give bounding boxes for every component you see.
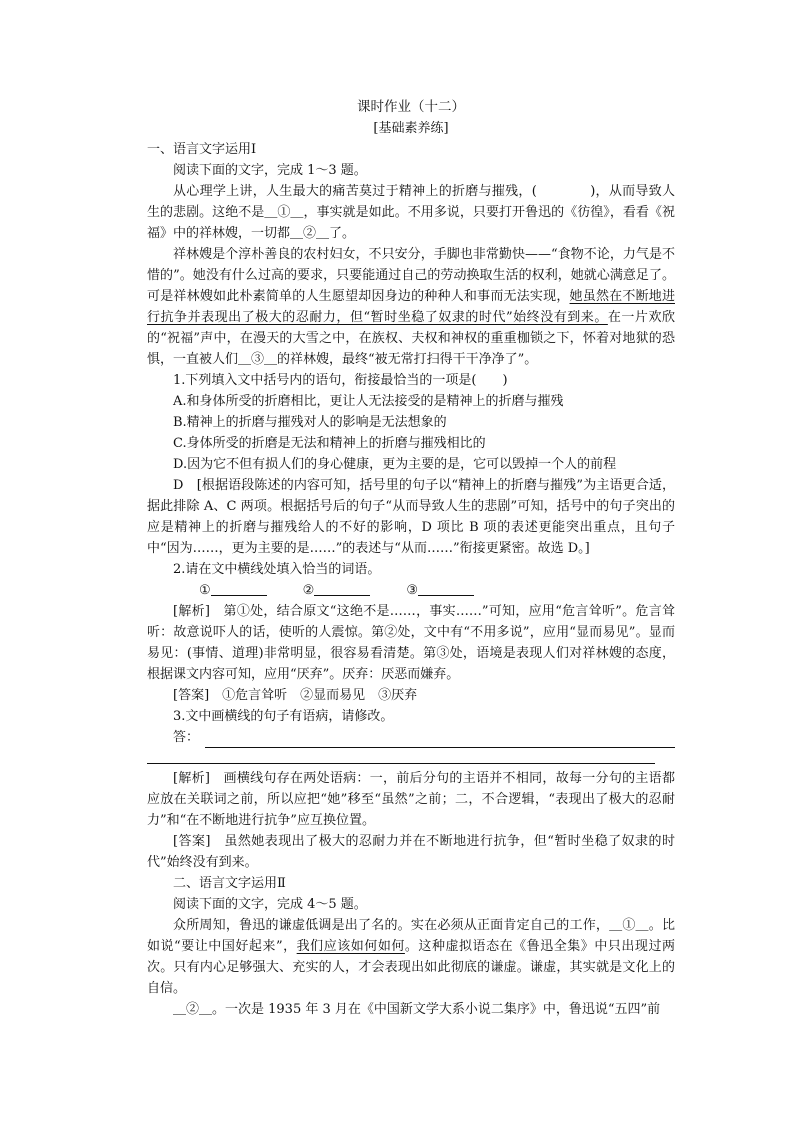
answer-rule-1	[205, 732, 675, 748]
page-title: 课时作业（十二）	[357, 99, 465, 115]
question-1-answer: D [根据语段陈述的内容可知，括号里的句子以“精神上的折磨与摧残”为主语更合适，据此排除 A、C 两项。根据括号后的句子“从而导致人生的悲剧”可知，括号中的句子突出的应是精神上的折磨与摧残给人的不好的影响，D 项比 B 项的表述更能突出重点，且句子中“因为……，更为主要的是……”的表述与“从而……”衔接更紧密。故选 D。]	[147, 478, 675, 556]
section1-heading: 一、语言文字运用Ⅰ	[147, 142, 257, 157]
document-body	[147, 97, 675, 1020]
passage-paragraph-2-part-a: 祥林嫂是个淳朴善良的农村妇女，不只安分，手脚也非常勤快——“食物不论，力气是不惜的”。她没有什么过高的要求，只要能通过自己的劳动换取生活的权利，她就心满意足了。可是祥林嫂如此朴素简单的人生愿望却因身边的种种人和事而无法实现，	[147, 247, 675, 304]
question-2-stem: 2.请在文中横线处填入恰当的词语。	[173, 562, 381, 577]
blank-line-1	[211, 581, 267, 596]
answer-text: ①危言耸听 ②显而易见 ③厌弃	[222, 688, 418, 703]
question-1-option-a: A.和身体所受的折磨相比，更让人无法接受的是精神上的折磨与摧残	[173, 394, 564, 409]
question-3-answer-line	[147, 727, 675, 748]
section2-heading: 二、语言文字运用Ⅱ	[173, 876, 286, 891]
question-2-analysis	[147, 601, 675, 685]
blank-label-2: ②	[302, 583, 315, 598]
page-subtitle: [基础素养练]	[373, 121, 449, 136]
question-3-answer	[147, 831, 675, 873]
section2-paragraph-1-part-b: 。这种虚拟语态在《鲁迅全集》中只出现过两次。只有内心足够强大、充实的人，才会表现出如此彻底的谦虚。谦虚，其实就是文化上的自信。	[147, 939, 675, 996]
question-1-stem: 1.下列填入文中括号内的语句，衔接最恰当的一项是( )	[173, 373, 508, 388]
question-1-option-d: D.因为它不但有损人们的身心健康，更为主要的是，它可以毁掉一个人的前程	[173, 457, 617, 472]
section2-instruction: 阅读下面的文字，完成 4～5 题。	[173, 897, 367, 912]
passage-paragraph-2	[147, 244, 675, 370]
section2-paragraph-1	[147, 915, 675, 999]
question-1-option-b: B.精神上的折磨与摧残对人的影响是无法想象的	[173, 415, 447, 430]
analysis-label: [解析]	[173, 604, 210, 619]
underlined-phrase: 我们应该如何如何	[296, 939, 405, 954]
section2-paragraph-2: ＿②＿。一次是 1935 年 3 月在《中国新文学大系小说二集序》中，鲁迅说“五四”前	[173, 1002, 661, 1017]
answer-prefix: 答：	[173, 730, 200, 745]
answer-text: 虽然她表现出了极大的忍耐力并在不断地进行抗争，但“暂时坐稳了奴隶的时代”始终没有到来。	[147, 834, 675, 870]
question-1-option-c: C.身体所受的折磨是无法和精神上的折磨与摧残相比的	[173, 436, 486, 451]
underlined-sentence: 她虽然在不断地进行抗争并表现出了极大的忍耐力，但“暂时坐稳了奴隶的时代”始终没有到来。	[147, 289, 675, 325]
question-3-analysis	[147, 768, 675, 831]
blank-label-3: ③	[406, 583, 418, 598]
question-3-stem: 3.文中画横线的句子有语病，请修改。	[173, 709, 394, 724]
analysis-label: [解析]	[173, 771, 210, 786]
blank-line-2	[314, 581, 370, 596]
analysis-text: 画横线句存在两处语病：一，前后分句的主语并不相同，故每一分句的主语都应放在关联词之前，所以应把“她”移至“虽然”之前；二，不合逻辑，“表现出了极大的忍耐力”和“在不断地进行抗争”应互换位置。	[147, 771, 675, 828]
answer-label: [答案]	[173, 834, 211, 849]
blank-label-1: ①	[199, 583, 211, 598]
section2-paragraph-1-part-a: 众所周知，鲁迅的谦虚低调是出了名的。实在必须从正面肯定自己的工作，＿①＿。比如说“要让中国好起来”，	[147, 918, 675, 954]
passage-paragraph-2-part-b: 在一片欢欣的“祝福”声中，在漫天的大雪之中，在族权、夫权和神权的重重枷锁之下，怀着对地狱的恐惧，一直被人们＿③＿的祥林嫂，最终“被无常打扫得干干净净了”。	[147, 310, 675, 367]
analysis-text: 第①处，结合原文“这绝不是……，事实……”可知，应用“危言耸听”。危言耸听：故意说吓人的话，使听的人震惊。第②处，文中有“不用多说”，应用“显而易见”。显而易见：(事情、道理)非常明显，很容易看清楚。第③处，语境是表现人们对祥林嫂的态度，根据课文内容可知，应用“厌弃”。厌弃：厌恶而嫌弃。	[147, 604, 675, 682]
answer-rule-2	[147, 748, 655, 764]
question-2-blanks	[147, 580, 675, 601]
blank-line-3	[418, 581, 474, 596]
question-2-answer	[147, 685, 675, 706]
answer-label: [答案]	[173, 688, 210, 703]
passage-paragraph-1: 从心理学上讲，人生最大的痛苦莫过于精神上的折磨与摧残，( )，从而导致人生的悲剧。这绝不是＿①＿，事实就是如此。不用多说，只要打开鲁迅的《彷徨》，看看《祝福》中的祥林嫂，一切都＿②＿了。	[147, 184, 675, 241]
section1-instruction: 阅读下面的文字，完成 1～3 题。	[173, 163, 367, 178]
